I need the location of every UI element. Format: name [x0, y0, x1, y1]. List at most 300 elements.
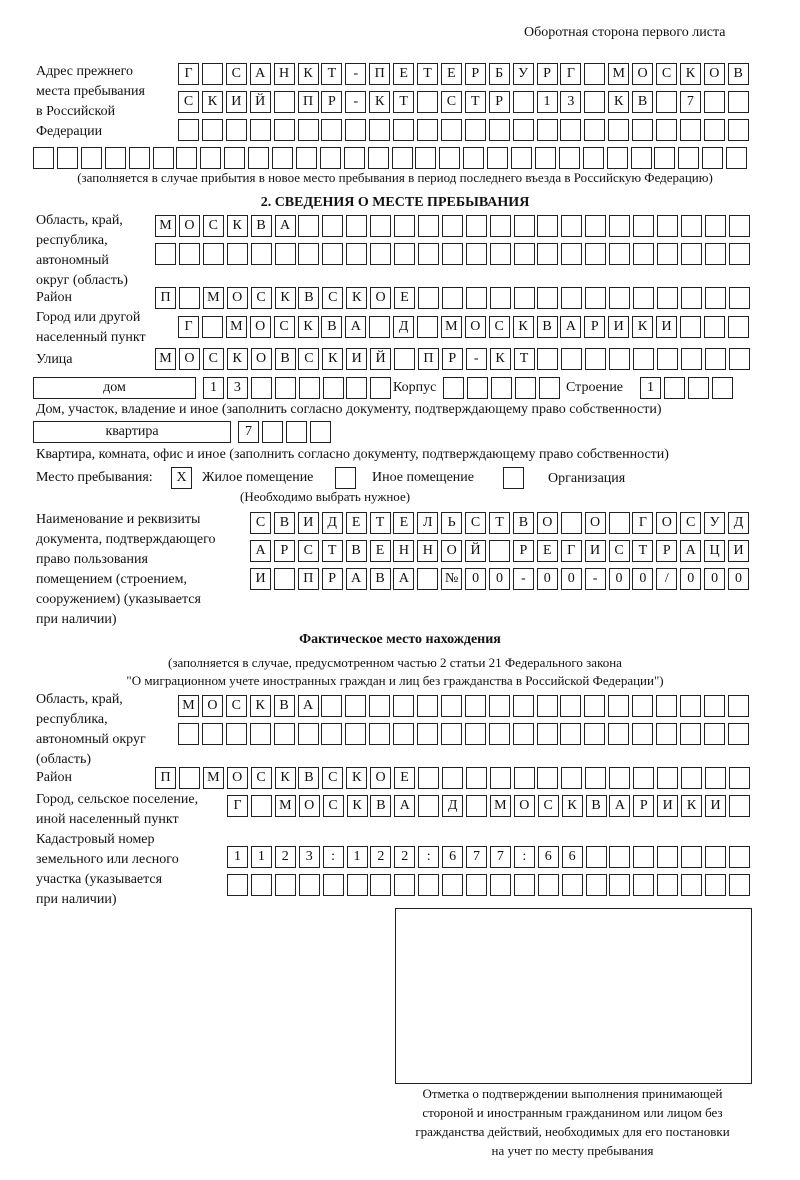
char-cell[interactable]: К: [369, 91, 390, 113]
char-cell[interactable]: [609, 287, 630, 309]
char-cell[interactable]: [393, 695, 414, 717]
char-cell[interactable]: В: [274, 695, 295, 717]
char-cell[interactable]: Т: [393, 91, 414, 113]
char-cell[interactable]: [81, 147, 102, 169]
char-cell[interactable]: [129, 147, 150, 169]
char-cell[interactable]: А: [560, 316, 581, 338]
char-cell[interactable]: Т: [370, 512, 391, 534]
char-cell[interactable]: И: [608, 316, 629, 338]
char-cell[interactable]: [585, 287, 606, 309]
char-cell[interactable]: Р: [584, 316, 605, 338]
char-cell[interactable]: С: [298, 348, 319, 370]
char-cell[interactable]: [729, 215, 750, 237]
char-cell[interactable]: О: [632, 63, 653, 85]
char-cell[interactable]: [537, 243, 558, 265]
char-cell[interactable]: [511, 147, 532, 169]
char-cell[interactable]: :: [418, 846, 439, 868]
char-cell[interactable]: О: [656, 512, 677, 534]
char-cell[interactable]: [370, 243, 391, 265]
char-cell[interactable]: 1: [251, 846, 272, 868]
char-cell[interactable]: [345, 119, 366, 141]
char-cell[interactable]: [417, 723, 438, 745]
char-cell[interactable]: [321, 119, 342, 141]
char-cell[interactable]: [202, 316, 223, 338]
char-cell[interactable]: И: [657, 795, 678, 817]
char-cell[interactable]: [298, 243, 319, 265]
char-cell[interactable]: [681, 243, 702, 265]
char-cell[interactable]: Й: [465, 540, 486, 562]
char-cell[interactable]: [178, 723, 199, 745]
char-cell[interactable]: [370, 377, 391, 399]
char-cell[interactable]: [369, 316, 390, 338]
char-cell[interactable]: Р: [442, 348, 463, 370]
char-cell[interactable]: [537, 287, 558, 309]
char-cell[interactable]: [418, 795, 439, 817]
char-cell[interactable]: [514, 215, 535, 237]
char-cell[interactable]: Р: [537, 63, 558, 85]
char-cell[interactable]: [466, 287, 487, 309]
char-cell[interactable]: 2: [370, 846, 391, 868]
char-cell[interactable]: С: [322, 287, 343, 309]
char-cell[interactable]: [467, 377, 488, 399]
char-cell[interactable]: 0: [465, 568, 486, 590]
char-cell[interactable]: [705, 348, 726, 370]
char-cell[interactable]: [633, 874, 654, 896]
char-cell[interactable]: К: [680, 63, 701, 85]
char-cell[interactable]: М: [275, 795, 296, 817]
char-cell[interactable]: [490, 287, 511, 309]
char-cell[interactable]: П: [298, 91, 319, 113]
char-cell[interactable]: [441, 695, 462, 717]
char-cell[interactable]: [561, 348, 582, 370]
char-cell[interactable]: А: [250, 540, 271, 562]
char-cell[interactable]: 1: [203, 377, 224, 399]
char-cell[interactable]: [705, 215, 726, 237]
char-cell[interactable]: 0: [609, 568, 630, 590]
apt-type-field[interactable]: квартира: [33, 421, 231, 443]
char-cell[interactable]: [203, 243, 224, 265]
char-cell[interactable]: [702, 147, 723, 169]
char-cell[interactable]: [584, 723, 605, 745]
char-cell[interactable]: Й: [370, 348, 391, 370]
char-cell[interactable]: В: [728, 63, 749, 85]
char-cell[interactable]: С: [250, 512, 271, 534]
char-cell[interactable]: О: [370, 287, 391, 309]
char-cell[interactable]: [705, 846, 726, 868]
char-cell[interactable]: О: [514, 795, 535, 817]
char-cell[interactable]: [202, 119, 223, 141]
char-cell[interactable]: 6: [538, 846, 559, 868]
char-cell[interactable]: С: [489, 316, 510, 338]
char-cell[interactable]: Е: [441, 63, 462, 85]
char-cell[interactable]: [560, 695, 581, 717]
char-cell[interactable]: [442, 767, 463, 789]
char-cell[interactable]: Е: [393, 63, 414, 85]
char-cell[interactable]: [320, 147, 341, 169]
char-cell[interactable]: О: [370, 767, 391, 789]
char-cell[interactable]: [688, 377, 709, 399]
char-cell[interactable]: [322, 215, 343, 237]
char-cell[interactable]: Р: [274, 540, 295, 562]
char-cell[interactable]: С: [203, 348, 224, 370]
char-cell[interactable]: В: [275, 348, 296, 370]
char-cell[interactable]: [705, 287, 726, 309]
char-cell[interactable]: [712, 377, 733, 399]
char-cell[interactable]: [657, 767, 678, 789]
char-cell[interactable]: К: [322, 348, 343, 370]
char-cell[interactable]: М: [441, 316, 462, 338]
char-cell[interactable]: А: [346, 568, 367, 590]
char-cell[interactable]: Т: [417, 63, 438, 85]
char-cell[interactable]: [704, 119, 725, 141]
char-cell[interactable]: 7: [490, 846, 511, 868]
char-cell[interactable]: [537, 695, 558, 717]
char-cell[interactable]: С: [323, 795, 344, 817]
char-cell[interactable]: А: [298, 695, 319, 717]
char-cell[interactable]: К: [298, 316, 319, 338]
char-cell[interactable]: О: [202, 695, 223, 717]
char-cell[interactable]: И: [728, 540, 749, 562]
char-cell[interactable]: Е: [394, 287, 415, 309]
char-cell[interactable]: [369, 695, 390, 717]
char-cell[interactable]: К: [490, 348, 511, 370]
char-cell[interactable]: [202, 723, 223, 745]
char-cell[interactable]: О: [585, 512, 606, 534]
char-cell[interactable]: [344, 147, 365, 169]
char-cell[interactable]: Т: [489, 512, 510, 534]
char-cell[interactable]: [346, 243, 367, 265]
char-cell[interactable]: [537, 723, 558, 745]
char-cell[interactable]: [179, 287, 200, 309]
char-cell[interactable]: Д: [728, 512, 749, 534]
char-cell[interactable]: [584, 63, 605, 85]
char-cell[interactable]: [418, 215, 439, 237]
char-cell[interactable]: [442, 243, 463, 265]
char-cell[interactable]: [656, 119, 677, 141]
char-cell[interactable]: Р: [513, 540, 534, 562]
char-cell[interactable]: [585, 767, 606, 789]
char-cell[interactable]: [561, 287, 582, 309]
char-cell[interactable]: Р: [321, 91, 342, 113]
char-cell[interactable]: [560, 723, 581, 745]
char-cell[interactable]: [490, 215, 511, 237]
char-cell[interactable]: [537, 767, 558, 789]
char-cell[interactable]: [417, 316, 438, 338]
house-type-field[interactable]: дом: [33, 377, 196, 399]
char-cell[interactable]: [729, 767, 750, 789]
char-cell[interactable]: [466, 874, 487, 896]
char-cell[interactable]: Д: [393, 316, 414, 338]
char-cell[interactable]: [487, 147, 508, 169]
char-cell[interactable]: О: [299, 795, 320, 817]
char-cell[interactable]: И: [705, 795, 726, 817]
char-cell[interactable]: [704, 695, 725, 717]
char-cell[interactable]: [585, 348, 606, 370]
char-cell[interactable]: :: [514, 846, 535, 868]
char-cell[interactable]: Е: [346, 512, 367, 534]
char-cell[interactable]: [513, 695, 534, 717]
char-cell[interactable]: [442, 215, 463, 237]
char-cell[interactable]: [680, 316, 701, 338]
char-cell[interactable]: Д: [322, 512, 343, 534]
char-cell[interactable]: [248, 147, 269, 169]
char-cell[interactable]: С: [226, 695, 247, 717]
char-cell[interactable]: -: [585, 568, 606, 590]
char-cell[interactable]: [657, 846, 678, 868]
char-cell[interactable]: [585, 215, 606, 237]
char-cell[interactable]: :: [323, 846, 344, 868]
char-cell[interactable]: В: [298, 287, 319, 309]
char-cell[interactable]: [704, 316, 725, 338]
char-cell[interactable]: [704, 91, 725, 113]
char-cell[interactable]: [561, 243, 582, 265]
char-cell[interactable]: С: [203, 215, 224, 237]
char-cell[interactable]: [705, 243, 726, 265]
char-cell[interactable]: 7: [238, 421, 259, 443]
char-cell[interactable]: [538, 874, 559, 896]
char-cell[interactable]: [226, 723, 247, 745]
char-cell[interactable]: [417, 568, 438, 590]
char-cell[interactable]: Р: [656, 540, 677, 562]
char-cell[interactable]: [179, 243, 200, 265]
char-cell[interactable]: 0: [728, 568, 749, 590]
char-cell[interactable]: [561, 215, 582, 237]
char-cell[interactable]: [728, 91, 749, 113]
char-cell[interactable]: [705, 874, 726, 896]
char-cell[interactable]: Т: [632, 540, 653, 562]
char-cell[interactable]: [657, 287, 678, 309]
stay-checkbox-organization[interactable]: [503, 467, 524, 489]
char-cell[interactable]: 1: [640, 377, 661, 399]
char-cell[interactable]: [728, 723, 749, 745]
char-cell[interactable]: [657, 348, 678, 370]
char-cell[interactable]: [656, 695, 677, 717]
char-cell[interactable]: К: [347, 795, 368, 817]
char-cell[interactable]: [729, 846, 750, 868]
char-cell[interactable]: 1: [347, 846, 368, 868]
char-cell[interactable]: С: [251, 287, 272, 309]
char-cell[interactable]: [633, 767, 654, 789]
char-cell[interactable]: Г: [227, 795, 248, 817]
char-cell[interactable]: [345, 723, 366, 745]
char-cell[interactable]: [226, 119, 247, 141]
char-cell[interactable]: П: [155, 287, 176, 309]
char-cell[interactable]: М: [155, 215, 176, 237]
char-cell[interactable]: С: [298, 540, 319, 562]
char-cell[interactable]: К: [346, 287, 367, 309]
char-cell[interactable]: [417, 695, 438, 717]
char-cell[interactable]: [368, 147, 389, 169]
char-cell[interactable]: [489, 119, 510, 141]
char-cell[interactable]: Н: [274, 63, 295, 85]
char-cell[interactable]: [726, 147, 747, 169]
char-cell[interactable]: У: [513, 63, 534, 85]
char-cell[interactable]: Ь: [441, 512, 462, 534]
char-cell[interactable]: [439, 147, 460, 169]
char-cell[interactable]: [680, 119, 701, 141]
char-cell[interactable]: С: [441, 91, 462, 113]
char-cell[interactable]: [584, 91, 605, 113]
char-cell[interactable]: [681, 348, 702, 370]
char-cell[interactable]: Е: [393, 512, 414, 534]
char-cell[interactable]: [632, 119, 653, 141]
char-cell[interactable]: [179, 767, 200, 789]
char-cell[interactable]: [33, 147, 54, 169]
char-cell[interactable]: Г: [560, 63, 581, 85]
char-cell[interactable]: П: [155, 767, 176, 789]
char-cell[interactable]: К: [562, 795, 583, 817]
char-cell[interactable]: [559, 147, 580, 169]
char-cell[interactable]: [275, 874, 296, 896]
char-cell[interactable]: [631, 147, 652, 169]
char-cell[interactable]: [369, 119, 390, 141]
char-cell[interactable]: [513, 119, 534, 141]
char-cell[interactable]: 0: [561, 568, 582, 590]
char-cell[interactable]: 3: [227, 377, 248, 399]
char-cell[interactable]: [678, 147, 699, 169]
char-cell[interactable]: [443, 377, 464, 399]
char-cell[interactable]: Т: [514, 348, 535, 370]
char-cell[interactable]: [321, 723, 342, 745]
char-cell[interactable]: [609, 846, 630, 868]
char-cell[interactable]: А: [609, 795, 630, 817]
char-cell[interactable]: [681, 767, 702, 789]
char-cell[interactable]: [608, 695, 629, 717]
char-cell[interactable]: В: [632, 91, 653, 113]
char-cell[interactable]: 0: [632, 568, 653, 590]
char-cell[interactable]: [299, 874, 320, 896]
char-cell[interactable]: [178, 119, 199, 141]
char-cell[interactable]: [514, 287, 535, 309]
char-cell[interactable]: 2: [394, 846, 415, 868]
char-cell[interactable]: [609, 215, 630, 237]
char-cell[interactable]: Г: [561, 540, 582, 562]
char-cell[interactable]: Н: [417, 540, 438, 562]
char-cell[interactable]: [664, 377, 685, 399]
char-cell[interactable]: О: [250, 316, 271, 338]
char-cell[interactable]: [227, 874, 248, 896]
char-cell[interactable]: [466, 215, 487, 237]
char-cell[interactable]: [489, 695, 510, 717]
char-cell[interactable]: П: [369, 63, 390, 85]
char-cell[interactable]: М: [203, 767, 224, 789]
char-cell[interactable]: В: [346, 540, 367, 562]
char-cell[interactable]: [393, 119, 414, 141]
char-cell[interactable]: С: [322, 767, 343, 789]
char-cell[interactable]: В: [370, 568, 391, 590]
char-cell[interactable]: [274, 119, 295, 141]
char-cell[interactable]: №: [441, 568, 462, 590]
char-cell[interactable]: [729, 874, 750, 896]
char-cell[interactable]: Т: [322, 540, 343, 562]
char-cell[interactable]: [729, 243, 750, 265]
char-cell[interactable]: [323, 377, 344, 399]
char-cell[interactable]: С: [178, 91, 199, 113]
char-cell[interactable]: [251, 377, 272, 399]
char-cell[interactable]: [537, 119, 558, 141]
char-cell[interactable]: 0: [489, 568, 510, 590]
char-cell[interactable]: А: [394, 795, 415, 817]
char-cell[interactable]: [299, 377, 320, 399]
char-cell[interactable]: [656, 723, 677, 745]
char-cell[interactable]: [465, 695, 486, 717]
char-cell[interactable]: 0: [537, 568, 558, 590]
char-cell[interactable]: [681, 287, 702, 309]
char-cell[interactable]: [275, 243, 296, 265]
char-cell[interactable]: [274, 568, 295, 590]
char-cell[interactable]: В: [274, 512, 295, 534]
char-cell[interactable]: [561, 767, 582, 789]
char-cell[interactable]: В: [251, 215, 272, 237]
char-cell[interactable]: В: [321, 316, 342, 338]
char-cell[interactable]: [296, 147, 317, 169]
char-cell[interactable]: В: [537, 316, 558, 338]
char-cell[interactable]: Т: [465, 91, 486, 113]
char-cell[interactable]: -: [466, 348, 487, 370]
char-cell[interactable]: 7: [680, 91, 701, 113]
char-cell[interactable]: [609, 243, 630, 265]
char-cell[interactable]: [657, 243, 678, 265]
char-cell[interactable]: [298, 119, 319, 141]
char-cell[interactable]: [322, 243, 343, 265]
char-cell[interactable]: С: [251, 767, 272, 789]
char-cell[interactable]: [609, 348, 630, 370]
char-cell[interactable]: А: [680, 540, 701, 562]
char-cell[interactable]: [418, 287, 439, 309]
char-cell[interactable]: [657, 874, 678, 896]
char-cell[interactable]: М: [608, 63, 629, 85]
char-cell[interactable]: [286, 421, 307, 443]
char-cell[interactable]: [680, 695, 701, 717]
char-cell[interactable]: [515, 377, 536, 399]
char-cell[interactable]: С: [538, 795, 559, 817]
char-cell[interactable]: [415, 147, 436, 169]
char-cell[interactable]: П: [418, 348, 439, 370]
char-cell[interactable]: К: [513, 316, 534, 338]
char-cell[interactable]: [155, 243, 176, 265]
char-cell[interactable]: [370, 215, 391, 237]
char-cell[interactable]: К: [632, 316, 653, 338]
char-cell[interactable]: В: [370, 795, 391, 817]
char-cell[interactable]: [608, 723, 629, 745]
char-cell[interactable]: [680, 723, 701, 745]
char-cell[interactable]: [728, 119, 749, 141]
char-cell[interactable]: [704, 723, 725, 745]
char-cell[interactable]: [537, 348, 558, 370]
char-cell[interactable]: [441, 723, 462, 745]
char-cell[interactable]: [346, 377, 367, 399]
char-cell[interactable]: [392, 147, 413, 169]
char-cell[interactable]: 6: [562, 846, 583, 868]
char-cell[interactable]: С: [226, 63, 247, 85]
char-cell[interactable]: [251, 795, 272, 817]
char-cell[interactable]: [705, 767, 726, 789]
char-cell[interactable]: [153, 147, 174, 169]
char-cell[interactable]: [560, 119, 581, 141]
char-cell[interactable]: О: [227, 287, 248, 309]
char-cell[interactable]: И: [226, 91, 247, 113]
char-cell[interactable]: [346, 215, 367, 237]
char-cell[interactable]: Р: [465, 63, 486, 85]
char-cell[interactable]: С: [680, 512, 701, 534]
char-cell[interactable]: [632, 695, 653, 717]
char-cell[interactable]: 7: [466, 846, 487, 868]
char-cell[interactable]: [514, 767, 535, 789]
char-cell[interactable]: 1: [537, 91, 558, 113]
char-cell[interactable]: К: [275, 287, 296, 309]
char-cell[interactable]: К: [298, 63, 319, 85]
char-cell[interactable]: О: [179, 348, 200, 370]
